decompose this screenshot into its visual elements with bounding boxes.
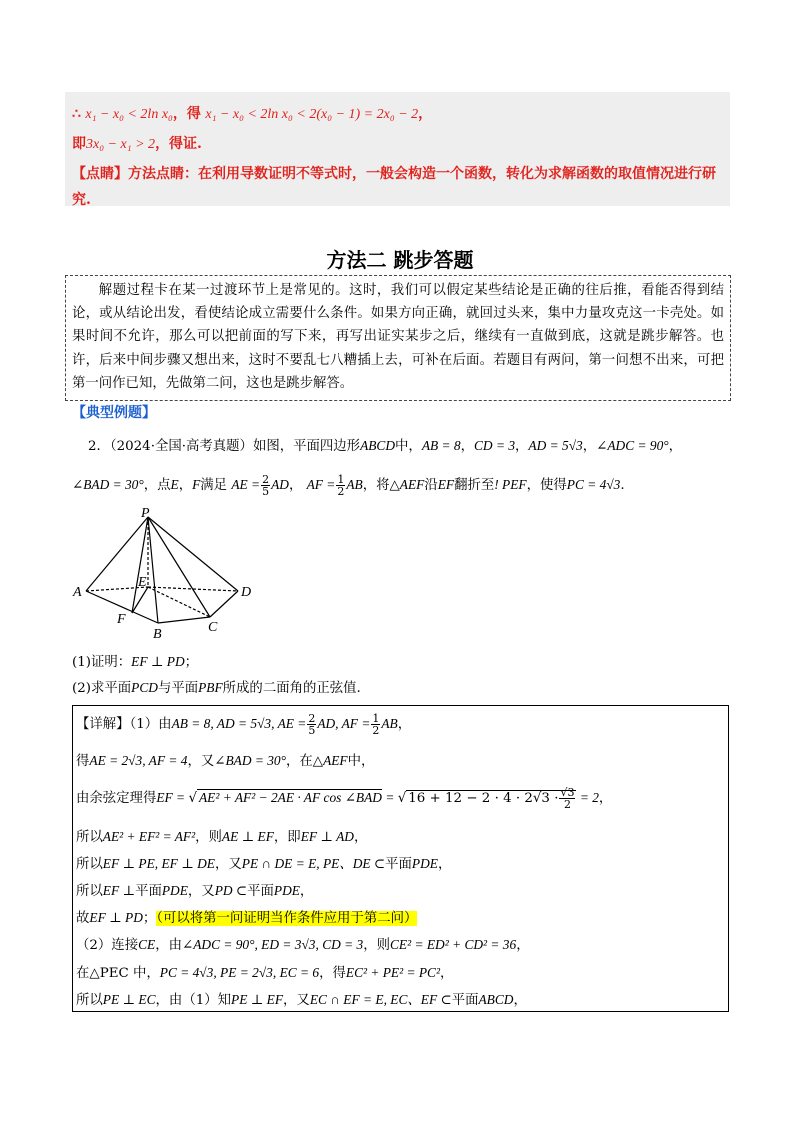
text: 所以 [76,857,103,872]
text: ，得 [172,106,201,122]
math: AE = [231,477,261,492]
highlighted-tip: （可以将第一问证明当作条件应用于第二问） [156,911,418,926]
inequality-1: x₁ − x₀ < 2ln x₀ [85,107,173,122]
text: 平面 [451,993,479,1008]
label-C: C [208,620,218,635]
note-text-end: 究. [72,192,91,208]
problem-source: （2024·全国·高考真题） [109,439,253,454]
solution-line-8 [76,934,530,953]
math: EC ∩ EF = E, EC、EF ⊂ [309,992,452,1007]
text: ， [515,439,529,454]
typical-examples-label: 【典型例题】 [72,405,156,421]
solution-line-3: 由余弦定理得EF = √ AE² + AF² − 2AE · AF cos ∠BAD = √ 16 + 12 − 2 · 4 · 2√3 · $\frac{√3}{2}$ = 2， [76,786,613,811]
denominator: 2 [563,798,571,811]
intro-text: 解题过程卡在某一过渡环节上是常见的。这时，我们可以假定某些结论是正确的往后推，看能否得到结论，或从结论出发，看使结论成立需要什么条件。如果方向正确，就回过头来，集中力量攻克这一卡壳处。如果时间不允许，那么可以把前面的写下来，再写出证实某步之后，继续有一直做到底，这就是跳步解答。也许，后来中间步骤又想出来，这时不要乱七八糟插上去，可补在后面。若题目有两问，第一问想不出来，可把第一问作已知，先做第二问，这也是跳步解答。 [72,283,724,391]
edge-BC [158,617,210,623]
note-line-2 [72,189,91,209]
text: ，将 [362,478,390,493]
fraction [371,713,380,736]
note-label: 【点睛】 [72,166,128,182]
edge-PD [148,517,238,591]
text: ，由 [155,938,182,953]
math: AB = 8 [421,438,461,453]
solution-line-2 [76,750,374,769]
math: PCD [131,680,158,695]
text: ， [437,857,452,872]
section-title: 方法二 跳步答题 [326,248,474,272]
math: EF ⊥ PD [89,910,143,925]
label-A: A [73,585,82,600]
solution-line-1 [76,713,411,736]
label-F: F [117,612,126,627]
numerator: √3 [560,786,575,799]
numerator: 1 [372,712,380,725]
text: ，得 [319,966,346,981]
solution-line-7 [76,907,417,926]
text: 在△PEC 中， [76,966,160,981]
text: 即 [72,136,86,152]
math: PDE [411,856,438,871]
text: 如图，平面四边形 [252,439,361,454]
fraction [559,787,575,810]
text: ，即 [273,830,301,845]
text: 平面 [247,884,274,899]
sqrt-expression-2 [406,786,576,811]
text: ； [142,911,157,926]
label-D: D [241,585,252,600]
math: F [192,477,201,492]
text: ，得证. [155,136,202,152]
math: PBF [198,680,223,695]
math: EF = [156,790,189,805]
math: AE ⊥ EF [221,829,274,844]
text: 所以 [76,830,103,845]
text: 【详解】（1）由 [76,717,172,732]
math: PE ∩ DE = E, PE、DE ⊂ [241,856,386,871]
text: 沿 [424,478,438,493]
note-line-1 [72,163,716,183]
solution-line-4 [76,826,367,845]
math: CE² = ED² + CD² = 36 [390,937,517,952]
math: PDE [161,883,188,898]
text: . [620,478,625,493]
pyramid-figure [70,505,270,645]
text: ， [288,478,303,493]
text: ， [668,439,683,454]
math: ABCD [360,438,396,453]
solution-line-5 [76,853,451,872]
inequality-3: 3x₀ − x₁ > 2 [86,137,156,152]
text: ，又 [283,993,310,1008]
text: 平面 [385,857,412,872]
label-P: P [141,506,150,521]
solution-line-6 [76,880,313,899]
text: 满足 [200,478,228,493]
text: ，则 [195,830,222,845]
text: ，点 [143,478,171,493]
text: ， [418,106,433,122]
text: ， [397,717,412,732]
edge-PC [148,517,210,617]
text: 得 [76,754,90,769]
top-line-1 [72,103,432,123]
numerator: 1 [337,473,345,486]
text: ； [184,655,199,670]
label-E: E [138,575,147,590]
solution-line-10 [76,989,527,1008]
text: ，又 [187,754,215,769]
math: AD, AF = [317,716,371,731]
text: （2）连接 [76,938,139,953]
text: ， [513,993,527,1008]
text: ， [582,439,597,454]
text: 中， [395,439,422,454]
math: = [381,790,398,805]
denominator: 5 [308,724,316,737]
math: EF ⊥ [102,883,136,898]
math: ABCD [478,992,514,1007]
math: EF ⊥ AD [300,829,354,844]
text: ，使得 [526,478,567,493]
edge-PB [148,517,158,623]
text: 所以 [76,884,103,899]
math: △AEF [389,477,425,492]
math: ∠BAD = 30° [72,477,144,492]
numerator: 2 [262,473,270,486]
math: E [170,477,179,492]
math: AB = 8, AD = 5√3, AE = [171,716,307,731]
solution-line-9 [76,962,453,981]
math: = 2 [576,790,599,805]
math: CD = 3 [474,438,516,453]
sqrt-expression: AE² + AF² − 2AE · AF cos ∠BAD [198,790,382,805]
text: ， [178,478,193,493]
text: 由余弦定理得 [76,791,157,806]
text: ， [460,439,474,454]
math: EF ⊥ PD [131,654,185,669]
edge-CD [210,591,238,617]
text: ， [516,938,530,953]
math: AE = 2√3, AF = 4 [89,753,188,768]
text: ，由（1）知 [155,993,232,1008]
math: EF [437,477,455,492]
text: ， [299,884,314,899]
text: (1)证明： [72,655,132,670]
problem-line-2 [72,474,625,497]
denominator: 5 [262,485,270,498]
text: ，又 [187,884,215,899]
math: PC = 4√3, PE = 2√3, EC = 6 [159,965,320,980]
text: 翻折至 [454,478,495,493]
fraction [261,474,270,497]
math: PD ⊂ [214,883,248,898]
math: AB [381,716,398,731]
math: PE ⊥ EF [231,992,284,1007]
sub-question-1 [72,651,198,670]
sub-question-2 [72,677,361,696]
math: PDE [273,883,300,898]
math: AE² + EF² = AF² [102,829,196,844]
text: ， [439,966,454,981]
top-line-2 [72,133,202,153]
math: AB [346,477,363,492]
text: 与平面 [157,681,199,696]
fraction [336,474,345,497]
denominator: 2 [337,485,345,498]
denominator: 2 [372,724,380,737]
math: PC = 4√3 [566,477,621,492]
fraction [307,713,316,736]
text: 中， [347,754,375,769]
text: 故 [76,911,90,926]
text: ，在△ [285,754,324,769]
math: AD = 5√3 [528,438,583,453]
label-B: B [153,627,162,642]
text: ，则 [363,938,390,953]
math: PE ⊥ EC [102,992,156,1007]
math: 16 + 12 − 2 · 4 · 2√3 · [408,791,559,806]
text: ， [598,791,613,806]
text: 平面 [135,884,162,899]
math: EF ⊥ PE, EF ⊥ DE [102,856,215,871]
inequality-2: x₁ − x₀ < 2ln x₀ < 2(x₀ − 1) = 2x₀ − 2 [205,107,419,122]
math: CE [138,937,156,952]
numerator: 2 [308,712,316,725]
text: (2)求平面 [72,681,132,696]
math: AD [271,477,289,492]
edge-PF [132,517,148,613]
math: ! PEF [494,477,527,492]
therefore-sign: ∴ [72,106,81,122]
math: ∠BAD = 30° [214,753,286,768]
math: ∠ADC = 90°, ED = 3√3, CD = 3 [182,937,364,952]
problem-number: 2． [88,439,110,454]
math: AF = [306,477,336,492]
text: ， [353,830,368,845]
text: 所以 [76,993,103,1008]
text: ，又 [214,857,242,872]
math: ∠ADC = 90° [596,438,669,453]
text: 所成的二面角的正弦值. [222,681,361,696]
math: AEF [323,753,348,768]
note-text: 方法点睛：在利用导数证明不等式时，一般会构造一个函数，转化为求解函数的取值情况进行研 [128,166,716,182]
math: EC² + PE² = PC² [345,965,440,980]
problem-line-1 [88,435,682,454]
